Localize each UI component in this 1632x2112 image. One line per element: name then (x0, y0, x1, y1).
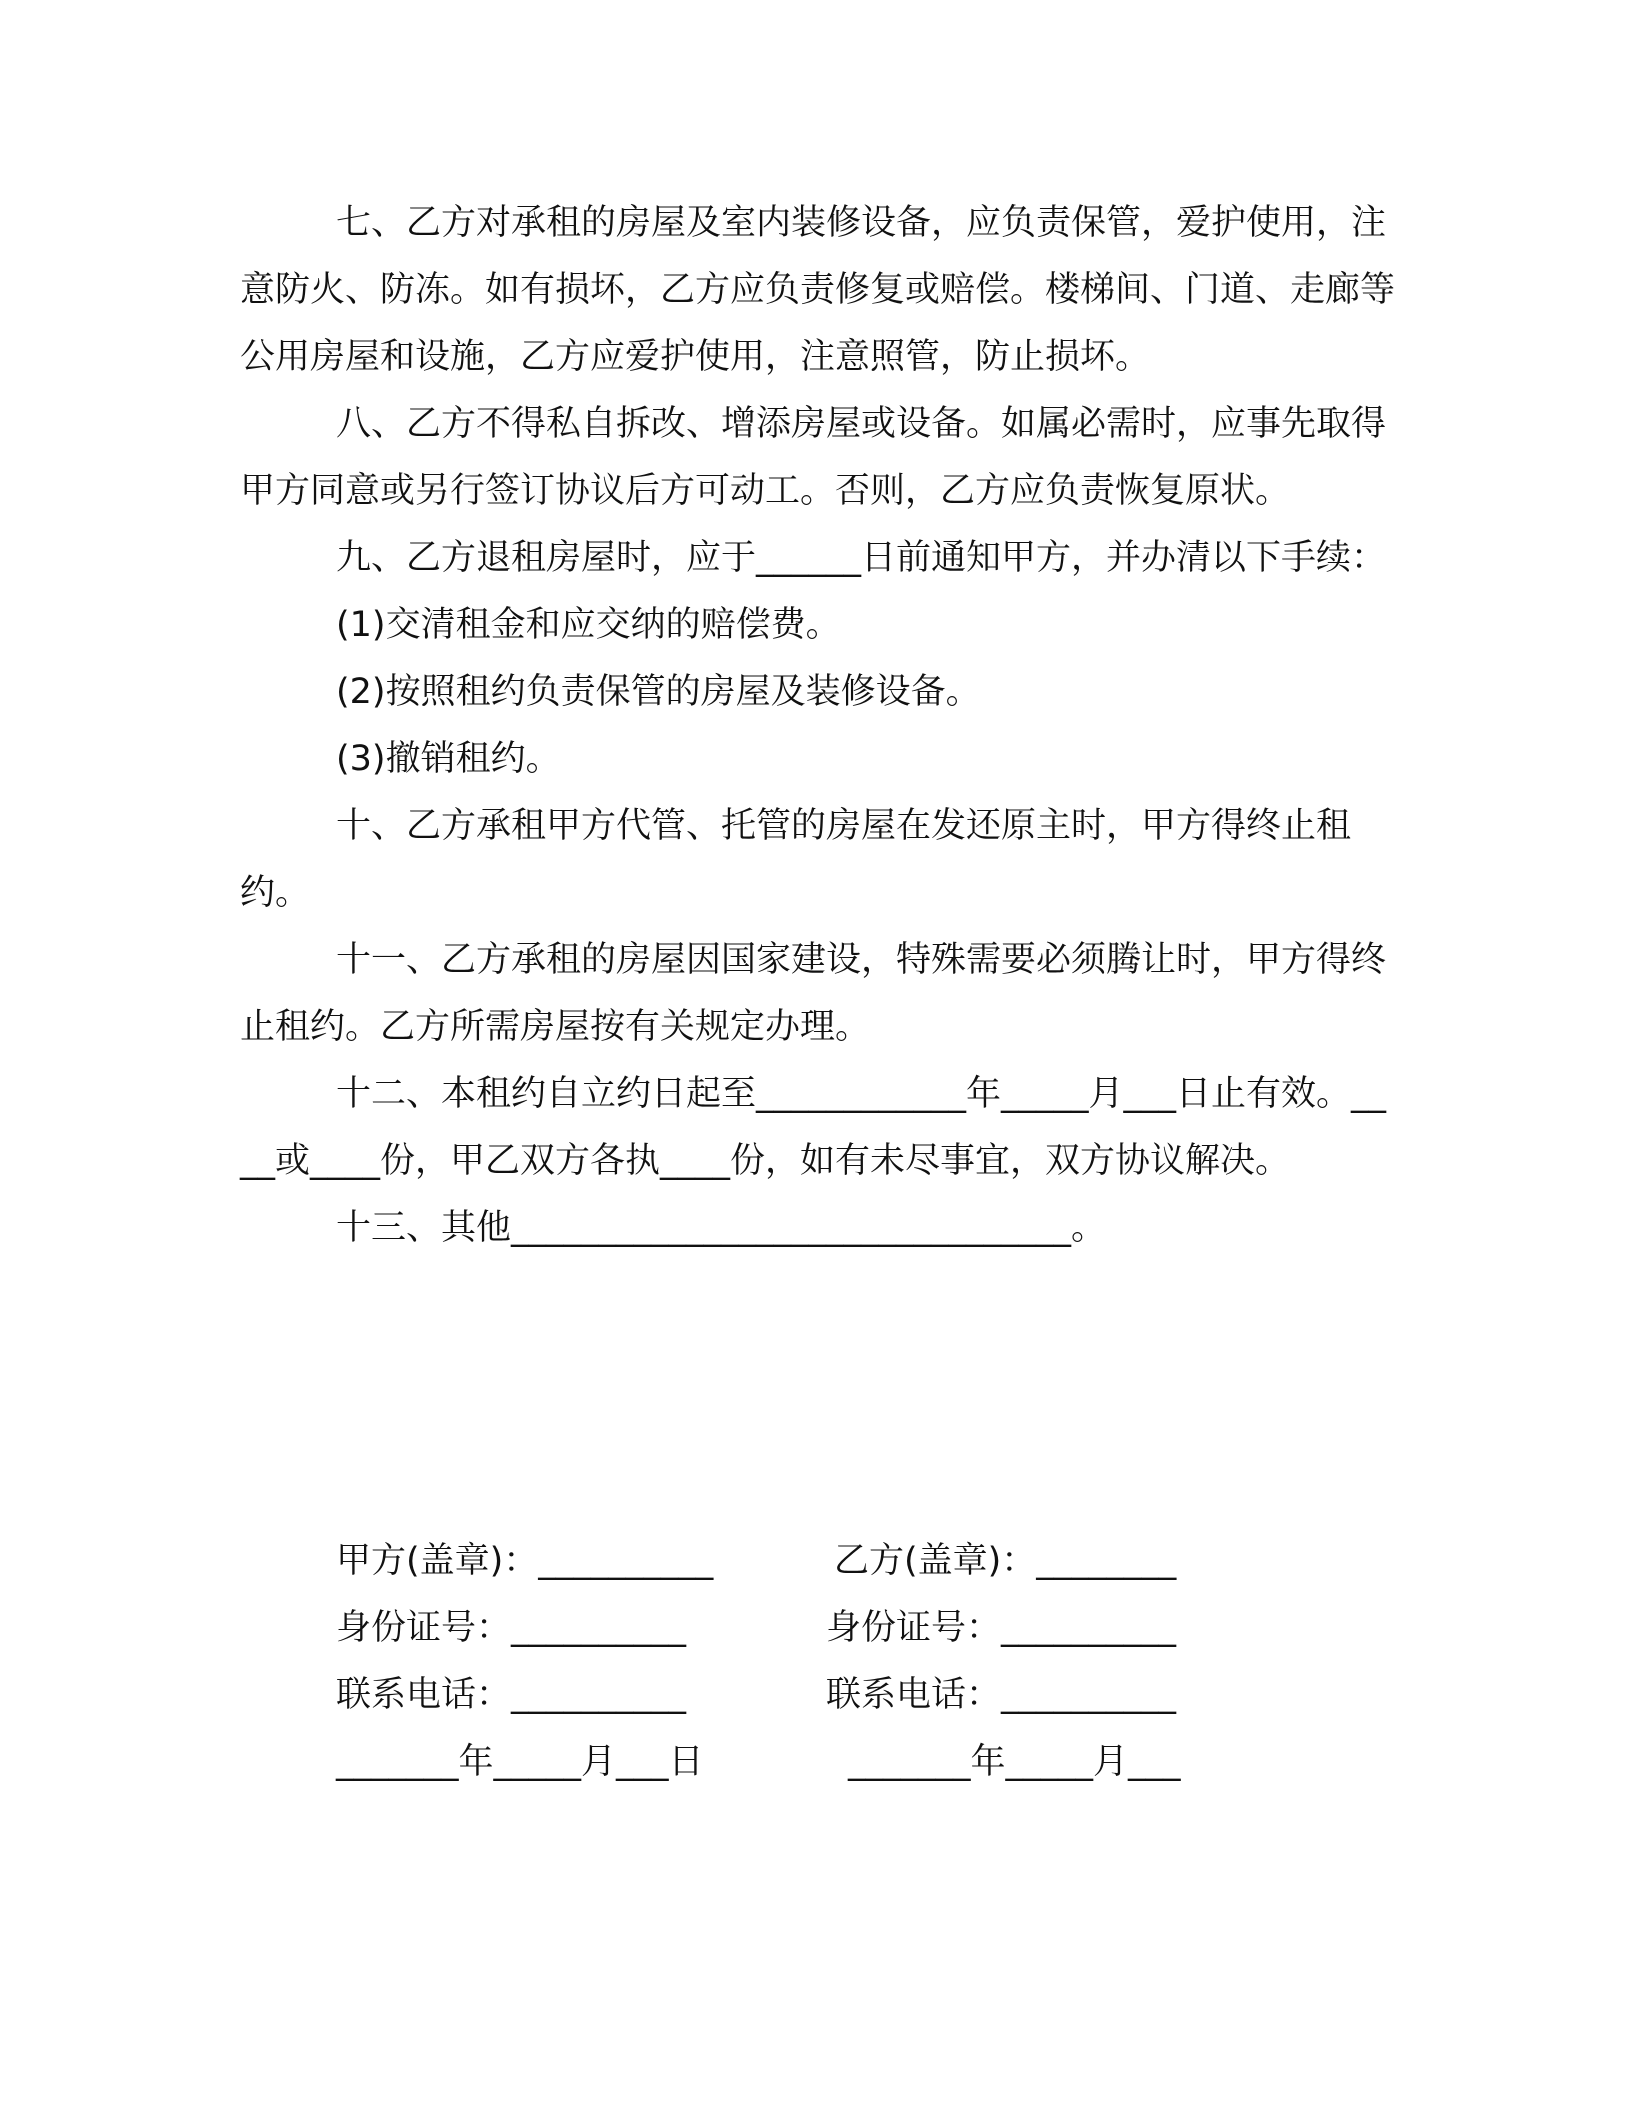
clause-10: 十、乙方承租甲方代管、托管的房屋在发还原主时，甲方得终止租约。 (240, 806, 1352, 913)
clause-8: 八、乙方不得私自拆改、增添房屋或设备。如属必需时，应事先取得甲方同意或另行签订协议后方可动工。否则，乙方应负责恢复原状。 (240, 404, 1387, 511)
party-b-date-field: _______年_____月___ (848, 1742, 1181, 1782)
signature-row-date (336, 1729, 1336, 1796)
signature-block (336, 1528, 1336, 1796)
clause-9-item-2: (2)按照租约负责保管的房屋及装修设备。 (336, 672, 981, 712)
party-a-date-field: _______年_____月___日 (336, 1742, 704, 1782)
clause-7: 七、乙方对承租的房屋及室内装修设备，应负责保管，爱护使用，注意防火、防冻。如有损坏，乙方应负责修复或赔偿。楼梯间、门道、走廊等公用房屋和设施，乙方应爱护使用，注意照管，防止损坏。 (240, 203, 1396, 377)
party-a-phone-field: 联系电话：__________ (336, 1675, 687, 1715)
contract-clauses (240, 190, 1400, 1262)
signature-row-seal (336, 1528, 1336, 1595)
clause-11: 十一、乙方承租的房屋因国家建设，特殊需要必须腾让时，甲方得终止租约。乙方所需房屋按有关规定办理。 (240, 940, 1387, 1047)
party-b-seal-field: 乙方(盖章)：________ (834, 1541, 1177, 1581)
party-a-id-field: 身份证号：__________ (336, 1608, 687, 1648)
clause-9: 九、乙方退租房屋时，应于______日前通知甲方，并办清以下手续： (336, 538, 1387, 578)
party-b-phone-field: 联系电话：__________ (826, 1675, 1177, 1715)
clause-9-item-3: (3)撤销租约。 (336, 739, 561, 779)
clause-9-item-1: (1)交清租金和应交纳的赔偿费。 (336, 605, 841, 645)
clause-13: 十三、其他________________________________。 (336, 1208, 1107, 1248)
party-a-seal-field: 甲方(盖章)：__________ (336, 1541, 714, 1581)
clause-12: 十二、本租约自立约日起至____________年_____月___日止有效。____或____份，甲乙双方各执____份，如有未尽事宜，双方协议解决。 (240, 1074, 1387, 1181)
signature-row-id (336, 1595, 1336, 1662)
signature-row-phone (336, 1662, 1336, 1729)
party-b-id-field: 身份证号：__________ (826, 1608, 1177, 1648)
